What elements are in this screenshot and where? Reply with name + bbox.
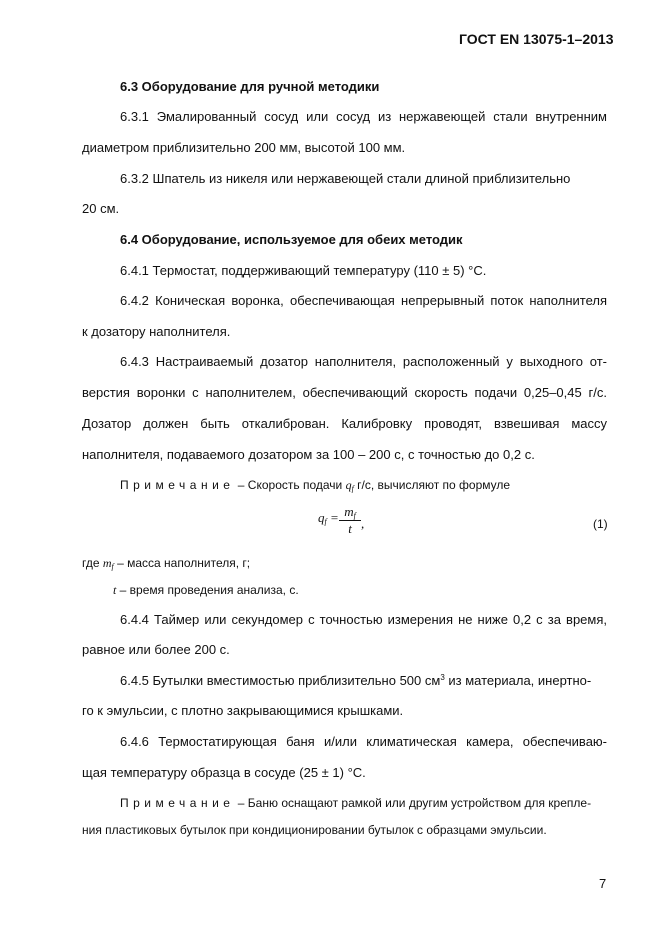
formula-lhs-sub: f: [324, 517, 327, 526]
formula-tail: ,: [361, 516, 365, 531]
section-6-3-1-line-1: 6.3.1 Эмалированный сосуд или сосуд из нержавеющей стали внутренним: [120, 109, 607, 124]
note-2-label: Примечание: [120, 796, 235, 810]
note-1-symbol: q: [345, 478, 352, 492]
section-6-3-title: 6.3 Оборудование для ручной методики: [120, 79, 380, 94]
note-1: [120, 477, 510, 493]
formula-fraction: [339, 505, 361, 536]
note-1-label: Примечание: [120, 478, 235, 492]
section-6-4-4-line-1: 6.4.4 Таймер или секундомер с точностью измерения не ниже 0,2 с за время,: [120, 612, 607, 627]
section-6-4-2-line-2: к дозатору наполнителя.: [82, 324, 231, 339]
formula-lhs-symbol: q: [318, 510, 325, 525]
section-6-4-3-line-2: верстия воронки с наполнителем, обеспечивающий скорость подачи 0,25–0,45 г/с.: [82, 385, 607, 400]
formula-lhs: [318, 510, 339, 526]
note-1-symbol-sub: f: [351, 484, 354, 493]
formula-numerator: $m_f$: [344, 504, 356, 520]
where-m-line: где $m_f$ – масса наполнителя, г;: [82, 556, 251, 571]
where-t-line: t – время проведения анализа, с.: [113, 583, 299, 597]
where-t-symbol: t: [113, 583, 117, 597]
section-6-4-4-line-2: равное или более 200 с.: [82, 642, 230, 657]
section-6-4-6-line-2: щая температуру образца в сосуде (25 ± 1) °С.: [82, 765, 366, 780]
section-6-4-3-line-4: наполнителя, подаваемого дозатором за 100 – 200 с, с точностью до 0,2 с.: [82, 447, 535, 462]
note-2-text: – Баню оснащают рамкой или другим устройством для крепле-: [234, 796, 592, 810]
note-1-text-before: – Скорость подачи: [234, 478, 346, 492]
section-6-4-5-line-1: 6.4.5 Бутылки вместимостью приблизительно 500 $см^3$ из материала, инертно-: [120, 673, 592, 688]
section-6-3-2-line-2: 20 см.: [82, 201, 120, 216]
formula-number: (1): [593, 517, 608, 531]
where-m-symbol: m: [102, 556, 112, 570]
formula-equals: =: [326, 510, 339, 525]
section-6-4-3-line-1: 6.4.3 Настраиваемый дозатор наполнителя, расположенный у выходного от-: [120, 354, 607, 369]
section-6-4-2-line-1: 6.4.2 Коническая воронка, обеспечивающая непрерывный поток наполнителя: [120, 293, 607, 308]
section-6-4-title: 6.4 Оборудование, используемое для обеих методик: [120, 232, 463, 247]
section-6-4-5-line-2: го к эмульсии, с плотно закрывающимися крышками.: [82, 703, 404, 718]
cubic-superscript: 3: [440, 673, 445, 682]
formula-denominator: t: [348, 521, 352, 536]
section-6-4-1-line-1: 6.4.1 Термостат, поддерживающий температуру (110 ± 5) °С.: [120, 263, 487, 278]
note-2-line-1: [120, 795, 591, 811]
page-number: 7: [599, 876, 607, 891]
section-6-4-3-line-3: Дозатор должен быть откалиброван. Калибровку проводят, взвешивая массу: [82, 416, 607, 431]
note-2-line-2: ния пластиковых бутылок при кондиционировании бутылок с образцами эмульсии.: [82, 823, 547, 837]
document-id-header: ГОСТ EN 13075-1–2013: [459, 31, 614, 47]
note-1-text-after: г/с, вычисляют по формуле: [353, 478, 511, 492]
section-6-4-6-line-1: 6.4.6 Термостатирующая баня и/или климатическая камера, обеспечиваю-: [120, 734, 607, 749]
section-6-3-2-line-1: 6.3.2 Шпатель из никеля или нержавеющей стали длиной приблизительно: [120, 171, 571, 186]
section-6-3-1-line-2: диаметром приблизительно 200 мм, высотой 100 мм.: [82, 140, 406, 155]
